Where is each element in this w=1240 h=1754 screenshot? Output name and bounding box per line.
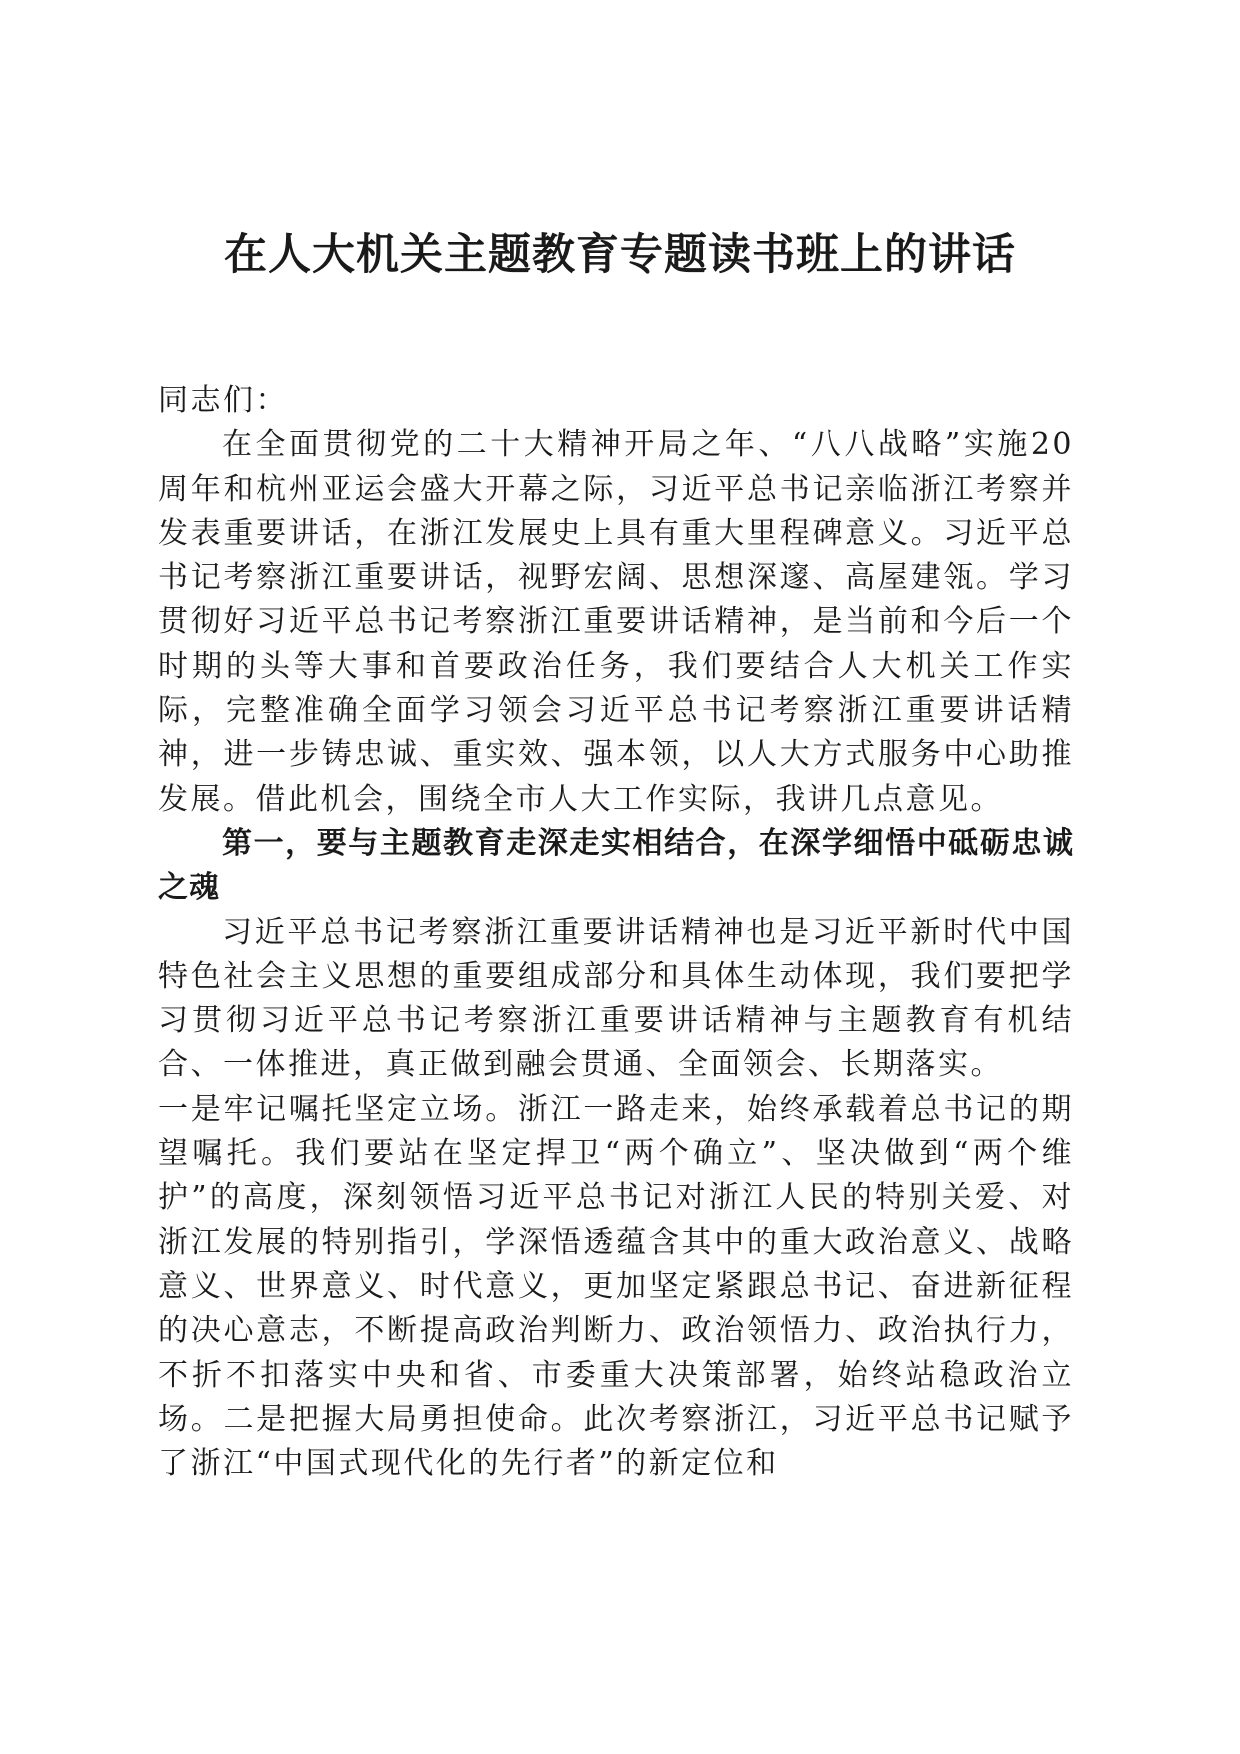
paragraph-intro: 在全面贯彻党的二十大精神开局之年、“八八战略”实施20周年和杭州亚运会盛大开幕之际，习近平总书记亲临浙江考察并发表重要讲话，在浙江发展史上具有重大里程碑意义。习近平总书记考察浙江重要讲话，视野宏阔、思想深邃、高屋建瓴。学习贯彻好习近平总书记考察浙江重要讲话精神，是当前和今后一个时期的头等大事和首要政治任务，我们要结合人大机关工作实际，完整准确全面学习领会习近平总书记考察浙江重要讲话精神，进一步铸忠诚、重实效、强本领，以人大方式服务中心助推发展。借此机会，围绕全市人大工作实际，我讲几点意见。 xyxy=(158,427,1074,817)
paragraph-section-1-points: 一是牢记嘱托坚定立场。浙江一路走来，始终承载着总书记的期望嘱托。我们要站在坚定捍卫“两个确立”、坚决做到“两个维护”的高度，深刻领悟习近平总书记对浙江人民的特别关爱、对浙江发展的特别指引，学深悟透蕴含其中的重大政治意义、战略意义、世界意义、时代意义，更加坚定紧跟总书记、奋进新征程的决心意志，不断提高政治判断力、政治领悟力、政治执行力，不折不扣落实中央和省、市委重大决策部署，始终站稳政治立场。二是把握大局勇担使命。此次考察浙江，习近平总书记赋予了浙江“中国式现代化的先行者”的新定位和 xyxy=(158,1091,1074,1482)
section-heading-1: 第一，要与主题教育走深走实相结合，在深学细悟中砥砺忠诚之魂 xyxy=(158,825,1074,906)
paragraph-section-1: 习近平总书记考察浙江重要讲话精神也是习近平新时代中国特色社会主义思想的重要组成部分和具体生动体现，我们要把学习贯彻习近平总书记考察浙江重要讲话精神与主题教育有机结合、一体推进，真正做到融会贯通、全面领会、长期落实。 xyxy=(158,914,1074,1083)
document-title: 在人大机关主题教育专题读书班上的讲话 xyxy=(224,230,1016,280)
salutation: 同志们： xyxy=(158,383,288,418)
document-body xyxy=(158,379,1074,1486)
